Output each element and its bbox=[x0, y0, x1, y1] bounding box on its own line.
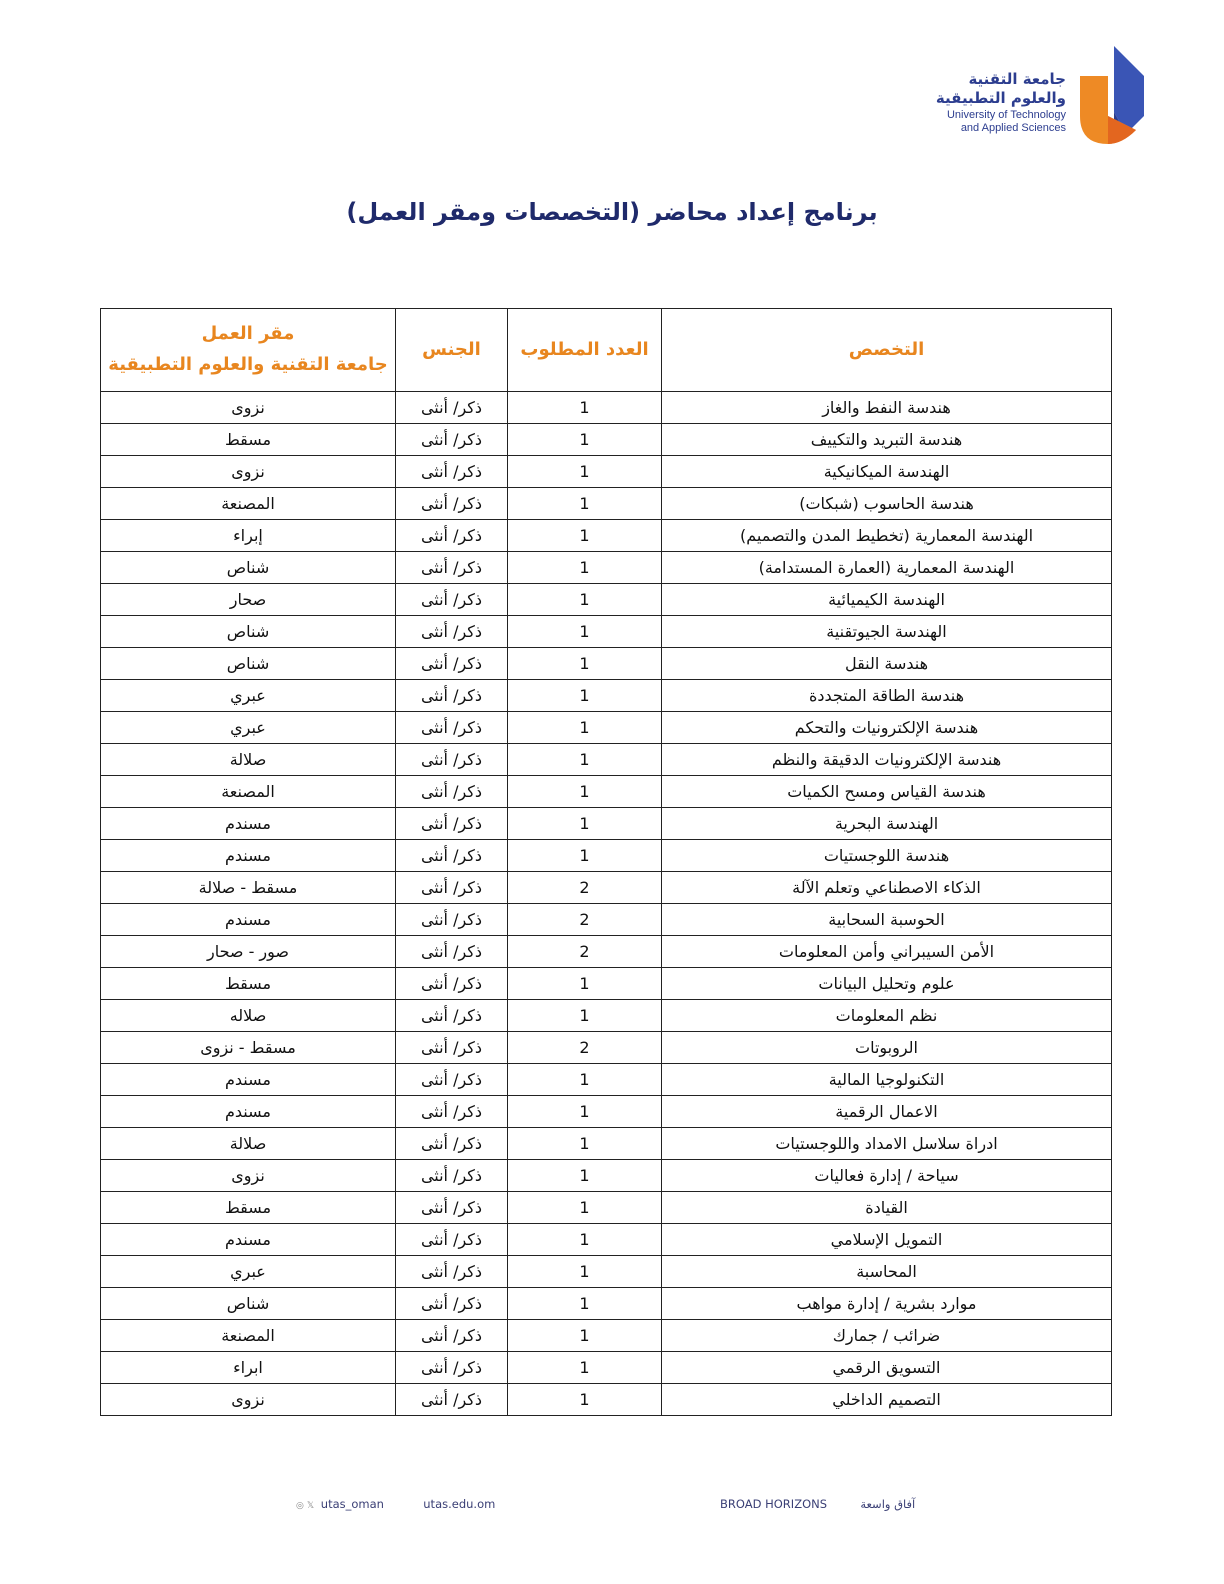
cell-specialization: هندسة الحاسوب (شبكات) bbox=[662, 488, 1112, 520]
table-row bbox=[101, 392, 1112, 424]
cell-location: شناص bbox=[101, 1288, 396, 1320]
cell-count: 1 bbox=[508, 424, 662, 456]
cell-specialization: هندسة الإلكترونيات الدقيقة والنظم bbox=[662, 744, 1112, 776]
table-row bbox=[101, 616, 1112, 648]
cell-count: 1 bbox=[508, 744, 662, 776]
cell-location: مسندم bbox=[101, 1096, 396, 1128]
footer-slogan bbox=[720, 1497, 915, 1511]
logo-name-ar-line1: جامعة التقنية bbox=[968, 70, 1066, 88]
cell-count: 1 bbox=[508, 584, 662, 616]
cell-gender: ذكر/ أنثى bbox=[396, 776, 508, 808]
cell-count: 1 bbox=[508, 680, 662, 712]
slogan-ar: آفاق واسعة bbox=[860, 1497, 916, 1511]
cell-location: شناص bbox=[101, 648, 396, 680]
cell-count: 1 bbox=[508, 1128, 662, 1160]
cell-specialization: الهندسة البحرية bbox=[662, 808, 1112, 840]
table-row bbox=[101, 584, 1112, 616]
cell-specialization: التكنولوجيا المالية bbox=[662, 1064, 1112, 1096]
cell-specialization: الهندسة المعمارية (تخطيط المدن والتصميم) bbox=[662, 520, 1112, 552]
cell-location: شناص bbox=[101, 616, 396, 648]
cell-specialization: الذكاء الاصطناعي وتعلم الآلة bbox=[662, 872, 1112, 904]
cell-count: 1 bbox=[508, 1192, 662, 1224]
cell-location: مسقط bbox=[101, 424, 396, 456]
university-logo bbox=[906, 44, 1146, 144]
cell-count: 1 bbox=[508, 488, 662, 520]
utas-logo-mark-icon bbox=[1078, 44, 1146, 144]
cell-location: صور - صحار bbox=[101, 936, 396, 968]
cell-location: المصنعة bbox=[101, 776, 396, 808]
cell-count: 1 bbox=[508, 520, 662, 552]
table-row bbox=[101, 456, 1112, 488]
cell-location: نزوى bbox=[101, 1160, 396, 1192]
cell-specialization: هندسة الطاقة المتجددة bbox=[662, 680, 1112, 712]
cell-location: مسندم bbox=[101, 1224, 396, 1256]
cell-specialization: التصميم الداخلي bbox=[662, 1384, 1112, 1416]
cell-specialization: التمويل الإسلامي bbox=[662, 1224, 1112, 1256]
table-row bbox=[101, 680, 1112, 712]
cell-gender: ذكر/ أنثى bbox=[396, 872, 508, 904]
cell-specialization: سياحة / إدارة فعاليات bbox=[662, 1160, 1112, 1192]
cell-specialization: الحوسبة السحابية bbox=[662, 904, 1112, 936]
table-row bbox=[101, 1128, 1112, 1160]
cell-specialization: المحاسبة bbox=[662, 1256, 1112, 1288]
cell-location: صحار bbox=[101, 584, 396, 616]
cell-specialization: هندسة النقل bbox=[662, 648, 1112, 680]
cell-location: صلاله bbox=[101, 1000, 396, 1032]
cell-gender: ذكر/ أنثى bbox=[396, 1288, 508, 1320]
cell-count: 1 bbox=[508, 616, 662, 648]
table-row bbox=[101, 1160, 1112, 1192]
cell-specialization: هندسة التبريد والتكييف bbox=[662, 424, 1112, 456]
cell-specialization: الأمن السيبراني وأمن المعلومات bbox=[662, 936, 1112, 968]
cell-count: 1 bbox=[508, 1256, 662, 1288]
cell-gender: ذكر/ أنثى bbox=[396, 840, 508, 872]
cell-gender: ذكر/ أنثى bbox=[396, 424, 508, 456]
cell-count: 1 bbox=[508, 1288, 662, 1320]
table-row bbox=[101, 1320, 1112, 1352]
cell-gender: ذكر/ أنثى bbox=[396, 1032, 508, 1064]
cell-location: عبري bbox=[101, 712, 396, 744]
slogan-en: BROAD HORIZONS bbox=[720, 1497, 828, 1511]
cell-gender: ذكر/ أنثى bbox=[396, 456, 508, 488]
cell-count: 1 bbox=[508, 712, 662, 744]
cell-gender: ذكر/ أنثى bbox=[396, 616, 508, 648]
cell-count: 1 bbox=[508, 808, 662, 840]
header-gender: الجنس bbox=[396, 309, 508, 392]
cell-specialization: علوم وتحليل البيانات bbox=[662, 968, 1112, 1000]
cell-gender: ذكر/ أنثى bbox=[396, 1128, 508, 1160]
cell-gender: ذكر/ أنثى bbox=[396, 1384, 508, 1416]
page-title: برنامج إعداد محاضر (التخصصات ومقر العمل) bbox=[346, 198, 878, 226]
cell-gender: ذكر/ أنثى bbox=[396, 648, 508, 680]
cell-specialization: ادراة سلاسل الامداد واللوجستيات bbox=[662, 1128, 1112, 1160]
cell-gender: ذكر/ أنثى bbox=[396, 936, 508, 968]
table-row bbox=[101, 648, 1112, 680]
cell-specialization: الروبوتات bbox=[662, 1032, 1112, 1064]
header-location-title: مقر العمل bbox=[201, 323, 295, 345]
header-specialization: التخصص bbox=[662, 309, 1112, 392]
cell-gender: ذكر/ أنثى bbox=[396, 1000, 508, 1032]
header-location-subtitle: جامعة التقنية والعلوم التطبيقية bbox=[108, 354, 388, 375]
cell-location: مسقط bbox=[101, 1192, 396, 1224]
cell-gender: ذكر/ أنثى bbox=[396, 488, 508, 520]
cell-location: إبراء bbox=[101, 520, 396, 552]
cell-location: شناص bbox=[101, 552, 396, 584]
logo-wordmark bbox=[936, 72, 1066, 134]
cell-gender: ذكر/ أنثى bbox=[396, 1064, 508, 1096]
header-location bbox=[101, 309, 396, 392]
cell-gender: ذكر/ أنثى bbox=[396, 392, 508, 424]
cell-gender: ذكر/ أنثى bbox=[396, 968, 508, 1000]
cell-gender: ذكر/ أنثى bbox=[396, 552, 508, 584]
table-row bbox=[101, 936, 1112, 968]
cell-specialization: الاعمال الرقمية bbox=[662, 1096, 1112, 1128]
cell-location: صلالة bbox=[101, 1128, 396, 1160]
logo-name-en-line1: University of Technology bbox=[946, 109, 1066, 121]
cell-specialization: هندسة القياس ومسح الكميات bbox=[662, 776, 1112, 808]
cell-specialization: هندسة الإلكترونيات والتحكم bbox=[662, 712, 1112, 744]
cell-count: 1 bbox=[508, 1160, 662, 1192]
cell-location: مسقط - نزوى bbox=[101, 1032, 396, 1064]
table-row bbox=[101, 1384, 1112, 1416]
cell-gender: ذكر/ أنثى bbox=[396, 520, 508, 552]
cell-specialization: هندسة اللوجستيات bbox=[662, 840, 1112, 872]
cell-location: مسندم bbox=[101, 904, 396, 936]
cell-gender: ذكر/ أنثى bbox=[396, 1224, 508, 1256]
specializations-table bbox=[100, 308, 1112, 1416]
table-row bbox=[101, 712, 1112, 744]
table-row bbox=[101, 1352, 1112, 1384]
cell-location: مسندم bbox=[101, 1064, 396, 1096]
table-row bbox=[101, 1032, 1112, 1064]
cell-gender: ذكر/ أنثى bbox=[396, 680, 508, 712]
cell-count: 1 bbox=[508, 552, 662, 584]
table-body bbox=[101, 392, 1112, 1416]
cell-count: 1 bbox=[508, 1320, 662, 1352]
cell-location: عبري bbox=[101, 1256, 396, 1288]
cell-location: صلالة bbox=[101, 744, 396, 776]
cell-specialization: موارد بشرية / إدارة مواهب bbox=[662, 1288, 1112, 1320]
cell-count: 2 bbox=[508, 936, 662, 968]
table-row bbox=[101, 1256, 1112, 1288]
cell-location: نزوى bbox=[101, 392, 396, 424]
table-row bbox=[101, 520, 1112, 552]
cell-gender: ذكر/ أنثى bbox=[396, 1352, 508, 1384]
cell-location: مسندم bbox=[101, 808, 396, 840]
table-header-row bbox=[101, 309, 1112, 392]
cell-gender: ذكر/ أنثى bbox=[396, 1256, 508, 1288]
table-row bbox=[101, 424, 1112, 456]
cell-count: 1 bbox=[508, 1384, 662, 1416]
social-handle[interactable]: utas_oman bbox=[320, 1497, 384, 1511]
cell-count: 1 bbox=[508, 392, 662, 424]
cell-count: 2 bbox=[508, 872, 662, 904]
logo-name-ar-line2: والعلوم التطبيقية bbox=[935, 89, 1066, 107]
cell-count: 2 bbox=[508, 904, 662, 936]
cell-specialization: الهندسة المعمارية (العمارة المستدامة) bbox=[662, 552, 1112, 584]
cell-gender: ذكر/ أنثى bbox=[396, 1096, 508, 1128]
table-row bbox=[101, 552, 1112, 584]
cell-location: المصنعة bbox=[101, 488, 396, 520]
cell-location: ابراء bbox=[101, 1352, 396, 1384]
cell-specialization: الهندسة الميكانيكية bbox=[662, 456, 1112, 488]
cell-location: نزوى bbox=[101, 1384, 396, 1416]
cell-count: 1 bbox=[508, 1224, 662, 1256]
table-row bbox=[101, 744, 1112, 776]
cell-gender: ذكر/ أنثى bbox=[396, 1320, 508, 1352]
cell-location: نزوى bbox=[101, 456, 396, 488]
cell-specialization: الهندسة الكيميائية bbox=[662, 584, 1112, 616]
cell-gender: ذكر/ أنثى bbox=[396, 1192, 508, 1224]
footer-contact bbox=[296, 1497, 495, 1511]
table-row bbox=[101, 968, 1112, 1000]
cell-count: 1 bbox=[508, 1352, 662, 1384]
website-link[interactable]: utas.edu.om bbox=[423, 1497, 496, 1511]
cell-count: 2 bbox=[508, 1032, 662, 1064]
cell-count: 1 bbox=[508, 1064, 662, 1096]
table-row bbox=[101, 1288, 1112, 1320]
cell-gender: ذكر/ أنثى bbox=[396, 1160, 508, 1192]
table-row bbox=[101, 488, 1112, 520]
cell-gender: ذكر/ أنثى bbox=[396, 808, 508, 840]
cell-specialization: الهندسة الجيوتقنية bbox=[662, 616, 1112, 648]
cell-location: مسقط - صلالة bbox=[101, 872, 396, 904]
table-row bbox=[101, 1000, 1112, 1032]
cell-location: عبري bbox=[101, 680, 396, 712]
table-row bbox=[101, 776, 1112, 808]
table-row bbox=[101, 872, 1112, 904]
cell-count: 1 bbox=[508, 840, 662, 872]
cell-specialization: هندسة النفط والغاز bbox=[662, 392, 1112, 424]
logo-name-en-line2: and Applied Sciences bbox=[960, 122, 1066, 134]
cell-location: المصنعة bbox=[101, 1320, 396, 1352]
cell-gender: ذكر/ أنثى bbox=[396, 904, 508, 936]
cell-count: 1 bbox=[508, 1096, 662, 1128]
cell-specialization: نظم المعلومات bbox=[662, 1000, 1112, 1032]
instagram-icon: ◎ bbox=[296, 1501, 304, 1511]
cell-gender: ذكر/ أنثى bbox=[396, 712, 508, 744]
header-count: العدد المطلوب bbox=[508, 309, 662, 392]
table-row bbox=[101, 808, 1112, 840]
table-row bbox=[101, 1096, 1112, 1128]
cell-gender: ذكر/ أنثى bbox=[396, 744, 508, 776]
cell-specialization: القيادة bbox=[662, 1192, 1112, 1224]
cell-count: 1 bbox=[508, 456, 662, 488]
table-row bbox=[101, 1064, 1112, 1096]
cell-count: 1 bbox=[508, 968, 662, 1000]
cell-count: 1 bbox=[508, 776, 662, 808]
table-row bbox=[101, 840, 1112, 872]
x-icon: 𝕏 bbox=[306, 1501, 315, 1511]
table-row bbox=[101, 904, 1112, 936]
cell-location: مسندم bbox=[101, 840, 396, 872]
cell-location: مسقط bbox=[101, 968, 396, 1000]
table-row bbox=[101, 1224, 1112, 1256]
cell-specialization: التسويق الرقمي bbox=[662, 1352, 1112, 1384]
cell-count: 1 bbox=[508, 648, 662, 680]
cell-gender: ذكر/ أنثى bbox=[396, 584, 508, 616]
cell-count: 1 bbox=[508, 1000, 662, 1032]
table-row bbox=[101, 1192, 1112, 1224]
cell-specialization: ضرائب / جمارك bbox=[662, 1320, 1112, 1352]
